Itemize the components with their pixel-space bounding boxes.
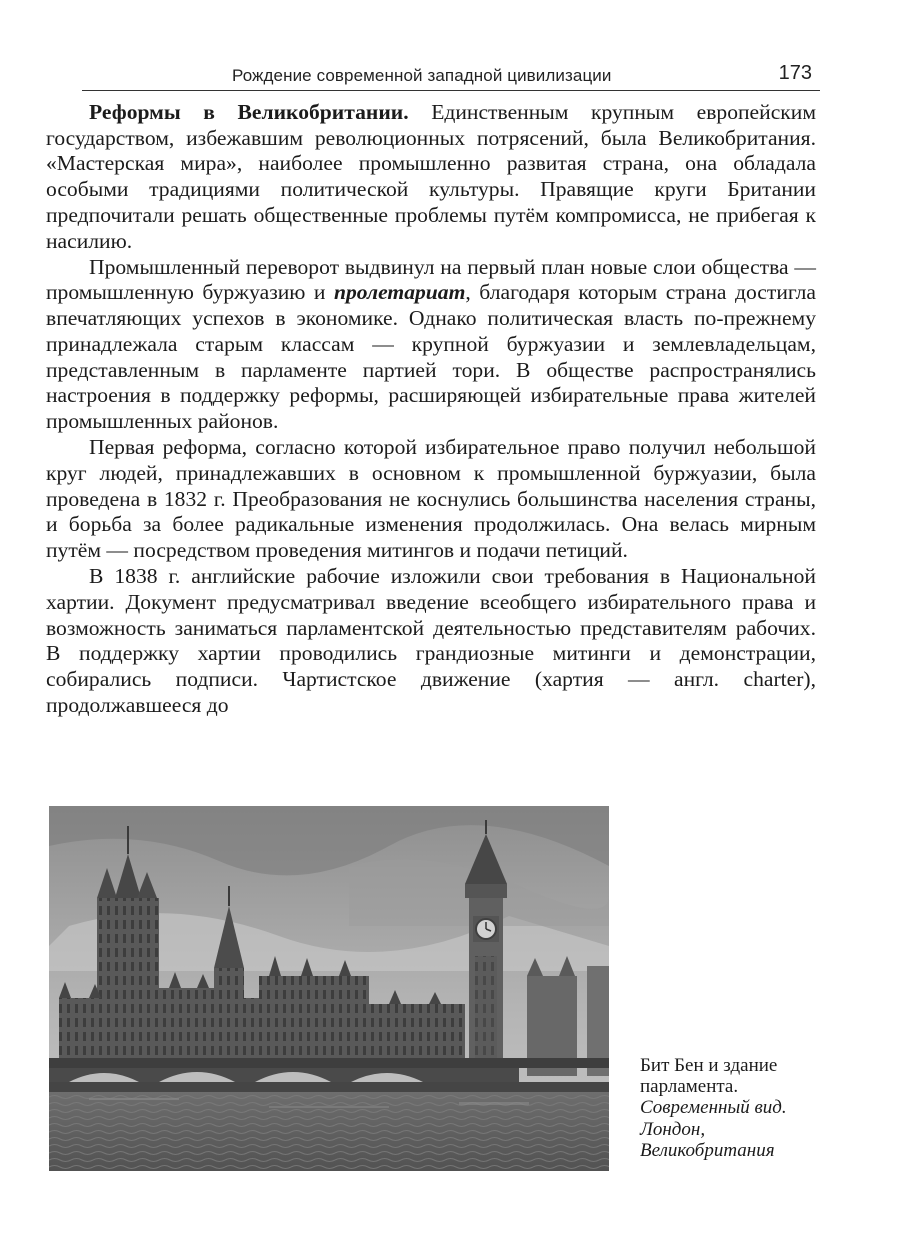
paragraph-reforms — [46, 100, 816, 254]
caption-line: Лондон, — [640, 1118, 706, 1140]
paragraph-industrial-revolution — [46, 255, 816, 435]
section-heading: Реформы в Великобритании. — [89, 100, 409, 124]
paragraph-first-reform — [46, 435, 816, 564]
caption-line: Великобритания — [640, 1139, 775, 1161]
caption-line: Бит Бен и здание — [640, 1055, 778, 1076]
parliament-photo — [49, 806, 609, 1171]
figure-caption — [640, 1055, 870, 1161]
paragraph-text: Единственным крупным европейским государством, избежавшим революционных потрясений, была Великобритания. «Мастерская мира», наиболее промышленно развитая страна, она обладала особыми традициями политической культуры. Правящие круги Британии предпочитали решать общественные проблемы путём компромисса, не прибегая к насилию. — [46, 100, 816, 253]
paragraph-text: В 1838 г. английские рабочие изложили свои требования в Национальной хартии. Документ предусматривал введение всеобщего избирательного права и возможность заниматься парламентской деятельностью представителям рабочих. В поддержку хартии проводились грандиозные митинги и демонстрации, собирались подписи. Чартистское движение (хартия — англ. charter), продолжавшееся до — [46, 564, 816, 717]
caption-line: Современный вид. — [640, 1097, 787, 1119]
key-term: пролетариат — [333, 280, 466, 305]
paragraph-text: , благодаря которым страна достигла впечатляющих успехов в экономике. Однако политическая власть по-прежнему принадлежала старым классам — крупной буржуазии и землевладельцам, представленным в парламенте партией тори. В обществе распространялись настроения в поддержку реформы, расширяющей избирательные права жителей промышленных районов. — [46, 280, 816, 433]
paragraph-text: Первая реформа, согласно которой избирательное право получил небольшой круг людей, принадлежавших в основном к промышленной буржуазии, была проведена в 1832 г. Преобразования не коснулись большинства населения страны, и борьба за более радикальные изменения продолжилась. Она велась мирным путём — посредством проведения митингов и подачи петиций. — [46, 435, 816, 562]
body-text — [46, 100, 816, 718]
running-title: Рождение современной западной цивилизации — [232, 66, 612, 85]
caption-line: парламента. — [640, 1076, 739, 1098]
page-number: 173 — [778, 62, 812, 84]
paragraph-text: Промышленный переворот выдвинул на первый план новые слои общества — промышленную буржуазию и — [46, 254, 816, 305]
paragraph-charter — [46, 564, 816, 718]
running-header — [82, 60, 820, 91]
